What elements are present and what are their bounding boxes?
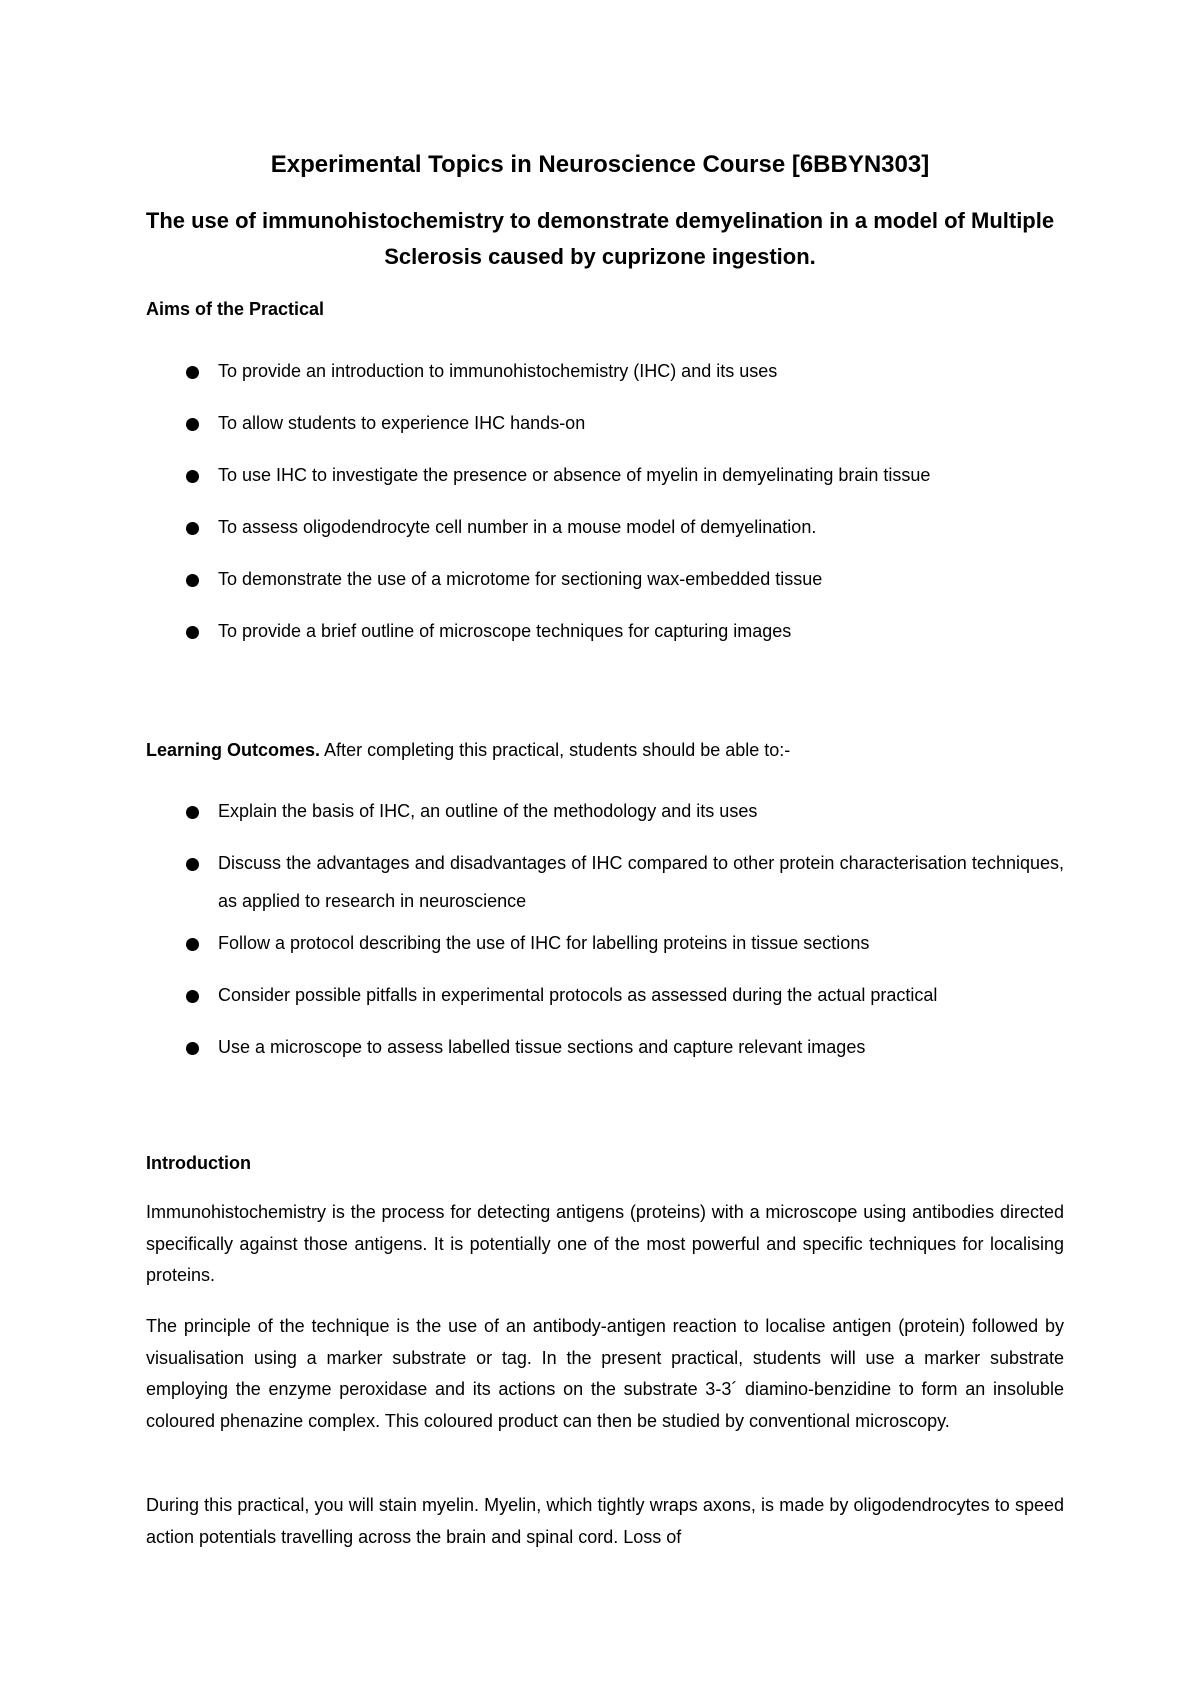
bullet-icon — [186, 522, 199, 535]
bullet-icon — [186, 806, 199, 819]
list-item — [146, 612, 1064, 650]
outcome-text: Follow a protocol describing the use of IHC for labelling proteins in tissue sections — [218, 933, 870, 953]
bullet-icon — [186, 366, 199, 379]
outcome-text: Use a microscope to assess labelled tissue sections and capture relevant images — [218, 1037, 866, 1057]
aims-heading: Aims of the Practical — [146, 299, 325, 319]
list-item — [146, 560, 1064, 598]
intro-paragraph-2: The principle of the technique is the use of an antibody-antigen reaction to localise antigen (protein) followed by visualisation using a marker substrate or tag. In the present practical, students will use a marker substrate employing the enzyme peroxidase and its actions on the substrate 3-3´ diamino-benzidine to form an insoluble coloured phenazine complex. This coloured product can then be studied by conventional microscopy. — [146, 1316, 1064, 1431]
learning-outcomes-intro: After completing this practical, students should be able to:- — [320, 740, 791, 760]
aim-text: To use IHC to investigate the presence or absence of myelin in demyelinating brain tissue — [218, 465, 931, 485]
list-item — [146, 792, 1064, 830]
bullet-icon — [186, 858, 199, 871]
document-title: Experimental Topics in Neuroscience Course [6BBYN303] — [270, 151, 930, 178]
bullet-icon — [186, 990, 199, 1003]
bullet-icon — [186, 938, 199, 951]
outcome-text: Discuss the advantages and disadvantages of IHC compared to other protein characterisation techniques, as applied to research in neuroscience — [218, 853, 1064, 911]
aims-list — [146, 352, 1064, 664]
list-item — [146, 456, 1064, 494]
outcome-text: Explain the basis of IHC, an outline of the methodology and its uses — [218, 801, 758, 821]
aim-text: To assess oligodendrocyte cell number in a mouse model of demyelination. — [218, 517, 817, 537]
introduction-heading: Introduction — [146, 1153, 251, 1173]
list-item — [146, 1028, 1064, 1066]
bullet-icon — [186, 418, 199, 431]
aim-text: To allow students to experience IHC hands-on — [218, 413, 586, 433]
bullet-icon — [186, 1042, 199, 1055]
aim-text: To demonstrate the use of a microtome for sectioning wax-embedded tissue — [218, 569, 823, 589]
learning-outcomes-heading: Learning Outcomes. — [146, 740, 321, 760]
aim-text: To provide a brief outline of microscope techniques for capturing images — [218, 621, 792, 641]
list-item — [146, 352, 1064, 390]
document-subtitle: The use of immunohistochemistry to demonstrate demyelination in a model of Multiple Sclerosis caused by cuprizone ingestion. — [145, 208, 1055, 269]
list-item — [146, 844, 1064, 920]
intro-paragraph-3: During this practical, you will stain myelin. Myelin, which tightly wraps axons, is made by oligodendrocytes to speed action potentials travelling across the brain and spinal cord. Loss of — [146, 1495, 1064, 1547]
bullet-icon — [186, 626, 199, 639]
learning-outcomes-list — [146, 792, 1064, 1080]
outcome-text: Consider possible pitfalls in experimental protocols as assessed during the actual practical — [218, 985, 938, 1005]
list-item — [146, 508, 1064, 546]
bullet-icon — [186, 470, 199, 483]
list-item — [146, 924, 1064, 962]
learning-outcomes-line — [146, 737, 790, 763]
list-item — [146, 976, 1064, 1014]
intro-paragraph-1: Immunohistochemistry is the process for detecting antigens (proteins) with a microscope using antibodies directed specifically against those antigens. It is potentially one of the most powerful and specific techniques for localising proteins. — [146, 1202, 1064, 1285]
list-item — [146, 404, 1064, 442]
bullet-icon — [186, 574, 199, 587]
aim-text: To provide an introduction to immunohistochemistry (IHC) and its uses — [218, 361, 778, 381]
